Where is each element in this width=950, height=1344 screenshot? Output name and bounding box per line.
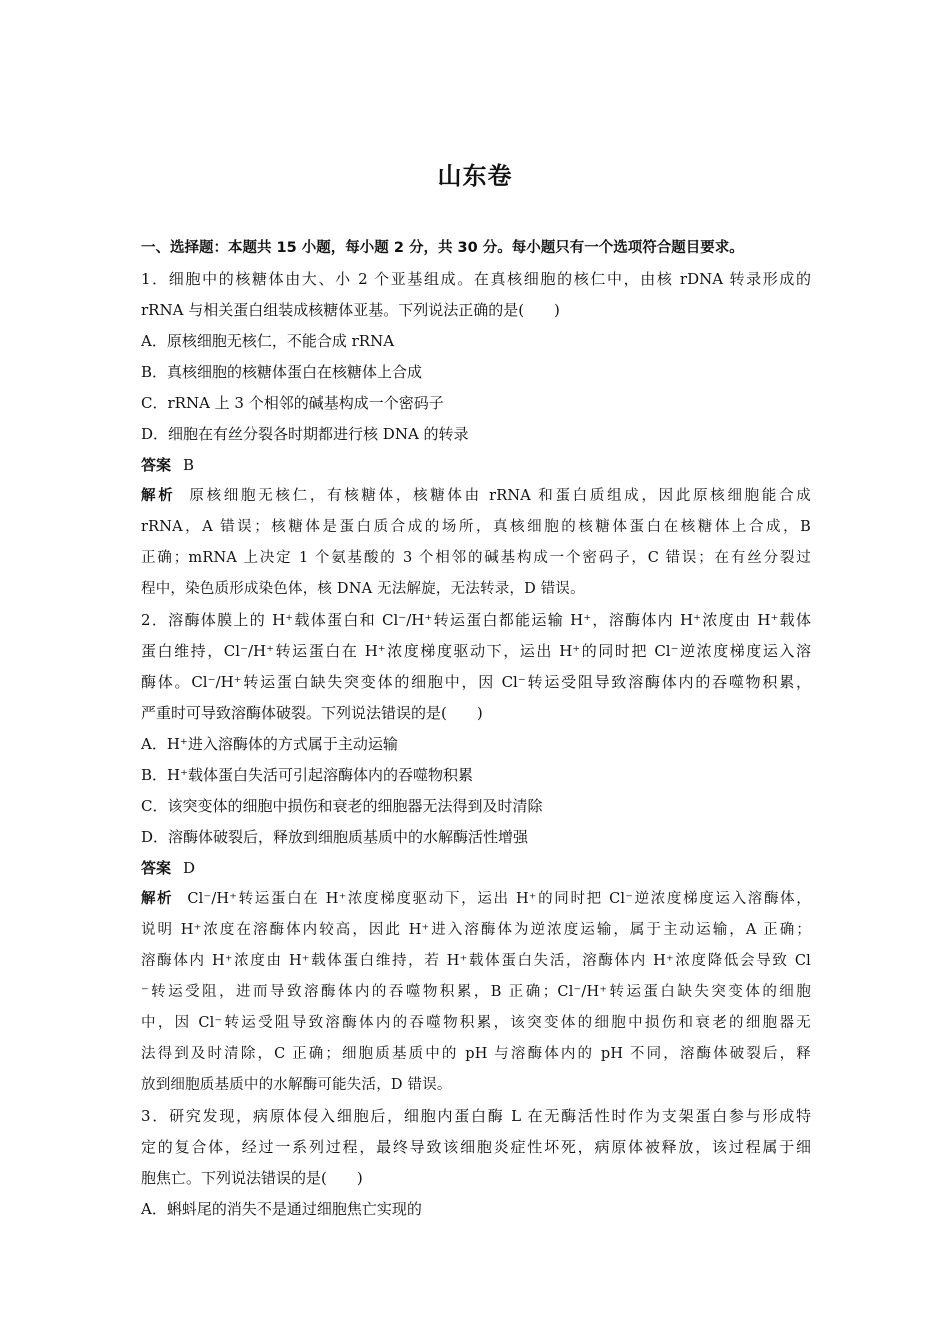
page-title: 山东卷 (437, 162, 513, 190)
option-d: D．细胞在有丝分裂各时期都进行核 DNA 的转录 (141, 425, 469, 443)
explanation-line: rRNA，A 错误；核糖体是蛋白质合成的场所，真核细胞的核糖体蛋白在核糖体上合成，B (141, 519, 811, 535)
question-2 (141, 605, 811, 1101)
option-d: D．溶酶体破裂后，释放到细胞质基质中的水解酶活性增强 (141, 828, 529, 846)
answer-label: 答案 (141, 859, 172, 877)
option-a: A．H⁺进入溶酶体的方式属于主动运输 (141, 735, 398, 753)
answer-label: 答案 (141, 456, 172, 474)
explanation-line (141, 884, 811, 915)
explanation-line: 正确；mRNA 上决定 1 个氨基酸的 3 个相邻的碱基构成一个密码子，C 错误；在有丝分裂过 (141, 550, 811, 566)
section-header: 一、选择题：本题共 15 小题，每小题 2 分，共 30 分。每小题只有一个选项符合题目要求。 (141, 240, 744, 256)
option-a: A．原核细胞无核仁，不能合成 rRNA (141, 332, 395, 350)
explanation-line: 程中，染色质形成染色体，核 DNA 无法解旋，无法转录，D 错误。 (141, 581, 585, 597)
answer-value: B (183, 456, 195, 474)
explanation-line: 中，因 Cl⁻转运受阻导致溶酶体内的吞噬物积累，该突变体的细胞中损伤和衰老的细胞器无 (141, 1015, 811, 1031)
question-3 (141, 1101, 811, 1225)
question-1 (141, 264, 811, 605)
question-stem-line: 1．细胞中的核糖体由大、小 2 个亚基组成。在真核细胞的核仁中，由核 rDNA 转录形成的 (141, 270, 811, 288)
explanation-line: 放到细胞质基质中的水解酶可能失活，D 错误。 (141, 1077, 452, 1093)
option-b: B．H⁺载体蛋白失活可引起溶酶体内的吞噬物积累 (141, 766, 474, 784)
option-c: C．该突变体的细胞中损伤和衰老的细胞器无法得到及时清除 (141, 797, 543, 815)
explanation-text: Cl⁻/H⁺转运蛋白在 H⁺浓度梯度驱动下，运出 H⁺的同时把 Cl⁻逆浓度梯度运入溶酶体， (187, 891, 811, 907)
explanation-line: 溶酶体内 H⁺浓度由 H⁺载体蛋白维持，若 H⁺载体蛋白失活，溶酶体内 H⁺浓度降低会导致 Cl (141, 953, 811, 969)
explanation-line: 法得到及时清除，C 正确；细胞质基质中的 pH 与溶酶体内的 pH 不同，溶酶体破裂后，释 (141, 1046, 811, 1062)
option-a: A．蝌蚪尾的消失不是通过细胞焦亡实现的 (141, 1200, 422, 1218)
question-stem-line: 胞焦亡。下列说法错误的是( ) (141, 1169, 363, 1187)
question-stem-line: 蛋白维持，Cl⁻/H⁺转运蛋白在 H⁺浓度梯度驱动下，运出 H⁺的同时把 Cl⁻逆浓度梯度运入溶 (141, 642, 811, 660)
explanation-label: 解析 (141, 488, 176, 504)
explanation-line: ⁻转运受阻，进而导致溶酶体内的吞噬物积累，B 正确；Cl⁻/H⁺转运蛋白缺失突变体的细胞 (141, 984, 811, 1000)
answer-value: D (183, 859, 196, 877)
question-stem-line: 3．研究发现，病原体侵入细胞后，细胞内蛋白酶 L 在无酶活性时作为支架蛋白参与形成特 (141, 1107, 811, 1125)
question-stem-line: 酶体。Cl⁻/H⁺转运蛋白缺失突变体的细胞中，因 Cl⁻转运受阻导致溶酶体内的吞噬物积累， (141, 673, 811, 691)
answer-row (141, 853, 811, 884)
explanation-line (141, 481, 811, 512)
question-stem-line: 2．溶酶体膜上的 H⁺载体蛋白和 Cl⁻/H⁺转运蛋白都能运输 H⁺，溶酶体内 H⁺浓度由 H⁺载体 (141, 611, 811, 629)
question-stem-line: 严重时可导致溶酶体破裂。下列说法错误的是( ) (141, 704, 483, 722)
explanation-label: 解析 (141, 891, 174, 907)
answer-row (141, 450, 811, 481)
explanation-text: 原核细胞无核仁，有核糖体，核糖体由 rRNA 和蛋白质组成，因此原核细胞能合成 (189, 488, 811, 504)
explanation-line: 说明 H⁺浓度在溶酶体内较高，因此 H⁺进入溶酶体为逆浓度运输，属于主动运输，A 正确； (141, 922, 811, 938)
question-stem-line: 定的复合体，经过一系列过程，最终导致该细胞炎症性坏死，病原体被释放，该过程属于细 (141, 1138, 811, 1156)
question-stem-line: rRNA 与相关蛋白组装成核糖体亚基。下列说法正确的是( ) (141, 301, 560, 319)
document-body (141, 233, 811, 1225)
option-b: B．真核细胞的核糖体蛋白在核糖体上合成 (141, 363, 423, 381)
option-c: C．rRNA 上 3 个相邻的碱基构成一个密码子 (141, 394, 444, 412)
